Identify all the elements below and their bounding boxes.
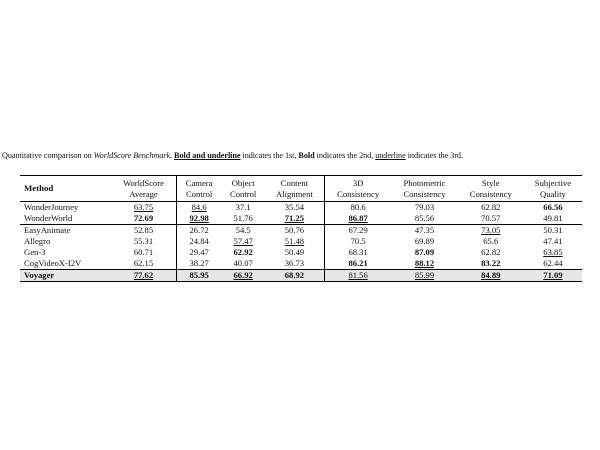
score-cell (324, 258, 391, 270)
score-value: 51.48 (284, 236, 305, 246)
score-cell (324, 236, 391, 247)
caption-benchmark-name: WorldScore Benchmark (93, 151, 171, 160)
score-value: 85.56 (414, 213, 435, 223)
score-cell (221, 225, 265, 237)
column-header-label: Camera (185, 178, 213, 188)
table-row (20, 225, 582, 237)
column-header-label: Control (230, 188, 257, 199)
score-value: 51.76 (233, 213, 253, 223)
score-cell (524, 270, 582, 282)
score-cell (176, 236, 221, 247)
score-value: 81.56 (348, 270, 368, 280)
score-cell (524, 258, 582, 270)
score-value: 40.07 (233, 258, 253, 268)
score-value: 72.69 (133, 213, 154, 223)
score-cell (324, 225, 391, 237)
column-header-label: Style (481, 178, 500, 188)
caption-lead: Quantitative comparison on (2, 151, 94, 160)
score-value: 29.47 (189, 247, 209, 257)
score-cell (391, 225, 457, 237)
score-value: 24.84 (189, 236, 209, 246)
table-row (20, 247, 582, 258)
score-value: 84.6 (191, 202, 207, 212)
score-cell (324, 270, 391, 282)
score-value: 60.71 (133, 247, 154, 257)
score-cell (391, 270, 457, 282)
column-header-subjective (524, 176, 582, 202)
score-value: 63.85 (543, 247, 563, 257)
results-table (20, 175, 582, 282)
score-value: 85.99 (414, 270, 435, 280)
score-cell (265, 236, 324, 247)
header-row (20, 176, 582, 202)
score-value: 55.31 (133, 236, 154, 246)
column-header-label: Subjective (534, 178, 572, 188)
column-header-label: Control (186, 188, 213, 199)
score-cell (458, 270, 524, 282)
score-value: 66.92 (233, 270, 253, 280)
score-value: 70.57 (481, 213, 501, 223)
score-cell (458, 236, 524, 247)
column-header-camera (176, 176, 221, 202)
column-header-label: Object (231, 178, 255, 188)
column-header-label: Consistency (469, 188, 512, 199)
score-value: 62.44 (543, 258, 563, 268)
score-value: 52.85 (133, 225, 154, 235)
score-cell (265, 270, 324, 282)
score-cell (221, 258, 265, 270)
caption-text: indicates the 1st, (240, 151, 299, 160)
score-value: 63.75 (133, 202, 154, 212)
score-cell (458, 247, 524, 258)
score-cell (176, 213, 221, 225)
score-cell (324, 247, 391, 258)
score-value: 47.41 (543, 236, 563, 246)
score-value: 50.49 (284, 247, 305, 257)
column-header-object (221, 176, 265, 202)
score-cell (221, 213, 265, 225)
score-value: 35.54 (284, 202, 305, 212)
score-cell (324, 202, 391, 214)
score-value: 71.25 (284, 213, 305, 223)
score-value: 62.82 (481, 247, 501, 257)
score-cell (111, 247, 176, 258)
score-value: 84.89 (481, 270, 501, 280)
score-cell (458, 258, 524, 270)
caption-text: indicates the 2nd, (314, 151, 376, 160)
score-value: 65.6 (483, 236, 499, 246)
column-header-style (458, 176, 524, 202)
score-cell (221, 270, 265, 282)
score-cell (391, 213, 457, 225)
column-header-3d (324, 176, 391, 202)
method-name: Allegro (24, 236, 51, 246)
score-cell (524, 225, 582, 237)
score-cell (176, 258, 221, 270)
score-cell (265, 225, 324, 237)
column-header-label: Consistency (337, 188, 380, 199)
column-header-photometric (391, 176, 457, 202)
score-cell (265, 258, 324, 270)
score-value: 86.87 (348, 213, 368, 223)
score-value: 67.29 (348, 225, 368, 235)
score-cell (221, 247, 265, 258)
score-value: 79.03 (414, 202, 435, 212)
table-row-ours (20, 270, 582, 282)
score-cell (111, 236, 176, 247)
caption-legend-second: Bold (298, 151, 315, 160)
score-value: 38.27 (189, 258, 209, 268)
score-value: 83.22 (481, 258, 501, 268)
score-value: 68.31 (348, 247, 368, 257)
score-value: 80.6 (350, 202, 366, 212)
score-value: 92.98 (189, 213, 209, 223)
score-value: 62.92 (233, 247, 253, 257)
column-header-method (20, 176, 111, 202)
column-header-label: Quality (540, 188, 566, 199)
column-header-worldscore (111, 176, 176, 202)
score-cell (176, 270, 221, 282)
caption-legend-first: Bold and underline (174, 151, 241, 160)
score-value: 62.82 (481, 202, 501, 212)
score-value: 68.92 (284, 270, 305, 280)
score-value: 54.5 (235, 225, 251, 235)
column-header-label: Content (280, 178, 309, 188)
column-header-label: WorldScore (123, 178, 164, 188)
score-value: 88.12 (414, 258, 435, 268)
score-cell (324, 213, 391, 225)
score-cell (391, 247, 457, 258)
table-caption (2, 151, 598, 160)
score-value: 36.73 (284, 258, 305, 268)
caption-text: indicates the 3rd. (405, 151, 463, 160)
score-cell (221, 202, 265, 214)
score-cell (265, 202, 324, 214)
score-cell (111, 258, 176, 270)
score-value: 77.62 (133, 270, 154, 280)
column-header-content (265, 176, 324, 202)
table-row (20, 236, 582, 247)
score-cell (391, 202, 457, 214)
score-cell (111, 225, 176, 237)
table-row (20, 202, 582, 214)
score-value: 57.47 (233, 236, 253, 246)
table-row (20, 258, 582, 270)
score-value: 86.21 (348, 258, 368, 268)
score-cell (524, 213, 582, 225)
table-row (20, 213, 582, 225)
score-value: 85.95 (189, 270, 209, 280)
caption-legend-third: underline (375, 151, 406, 160)
column-header-label: Average (129, 188, 158, 199)
score-cell (265, 213, 324, 225)
score-cell (458, 213, 524, 225)
score-cell (221, 236, 265, 247)
score-cell (458, 225, 524, 237)
score-cell (265, 247, 324, 258)
score-value: 26.72 (189, 225, 209, 235)
score-value: 47.35 (414, 225, 435, 235)
score-value: 66.56 (543, 202, 563, 212)
method-name: Voyager (20, 270, 111, 282)
score-value: 50.31 (543, 225, 563, 235)
score-cell (176, 202, 221, 214)
column-header-label: Consistency (403, 188, 446, 199)
method-name: Gen-3 (24, 247, 46, 257)
caption-text: . (170, 151, 175, 160)
score-cell (176, 225, 221, 237)
column-header-label: Method (24, 183, 54, 194)
score-value: 71.09 (543, 270, 563, 280)
score-value: 87.09 (414, 247, 435, 257)
column-header-label: 3D (352, 178, 364, 188)
score-cell (524, 236, 582, 247)
score-cell (391, 236, 457, 247)
score-cell (111, 213, 176, 225)
column-header-label: Photometric (403, 178, 446, 188)
score-value: 70.5 (350, 236, 366, 246)
results-body (20, 202, 582, 282)
score-value: 73.05 (481, 225, 501, 235)
score-value: 69.89 (414, 236, 435, 246)
method-name: EasyAnimate (20, 225, 111, 237)
score-cell (111, 202, 176, 214)
score-value: 37.1 (235, 202, 251, 212)
score-cell (524, 247, 582, 258)
score-value: 49.81 (543, 213, 563, 223)
method-name: CogVideoX-I2V (24, 258, 82, 268)
method-name: WonderWorld (24, 213, 73, 223)
column-header-label: Alignment (276, 188, 313, 199)
score-cell (524, 202, 582, 214)
score-value: 62.15 (133, 258, 154, 268)
method-name: WonderJourney (24, 202, 79, 212)
score-value: 50.76 (284, 225, 305, 235)
score-cell (458, 202, 524, 214)
score-cell (176, 247, 221, 258)
score-cell (111, 270, 176, 282)
score-cell (391, 258, 457, 270)
